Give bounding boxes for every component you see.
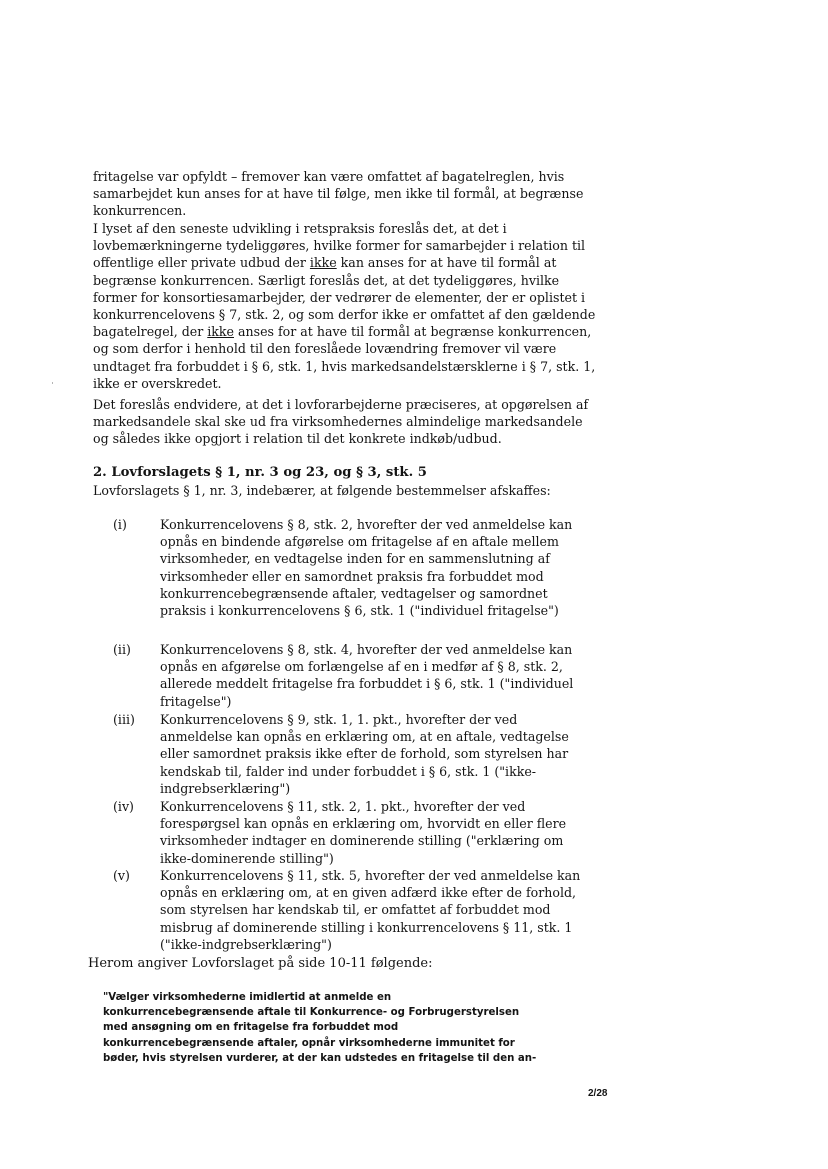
list-item-number: (iii)	[113, 712, 135, 727]
paragraph-text: I lyset af den seneste udvikling i retspraksis foreslås det, at det i lovbemærkningerne tydeliggøres, hvilke former for samarbejder i relation til offentlige eller private udbud der	[93, 221, 586, 271]
list-item-text: Konkurrencelovens § 8, stk. 4, hvorefter der ved anmeldelse kan opnås en afgørelse om forlængelse af en i medfør af § 8, stk. 2, allerede meddelt fritagelse fra forbuddet i § 6, stk. 1 ("individuel fritagelse")	[160, 642, 574, 709]
section-heading: 2. Lovforslagets § 1, nr. 3 og 23, og § 3, stk. 5	[93, 465, 427, 480]
section-intro: Lovforslagets § 1, nr. 3, indebærer, at følgende bestemmelser afskaffes:	[93, 483, 551, 498]
list-item-number: (v)	[113, 868, 130, 883]
scan-mark	[52, 382, 53, 384]
list-item-number: (i)	[113, 517, 127, 532]
list-item-number: (iv)	[113, 799, 134, 814]
list-item-text: Konkurrencelovens § 11, stk. 5, hvorefter der ved anmeldelse kan opnås en erklæring om, at en given adfærd ikke efter de forhold, som styrelsen har kendskab til, er omfattet af forbuddet mod misbrug af dominerende stilling i konkurrencelovens § 11, stk. 1 ("ikke-indgrebserklæring")	[160, 868, 581, 952]
paragraph-text: kan anses for at have til formål at begrænse konkurrencen. Særligt foreslås det, at det tydeliggøres, hvilke former for konsortiesamarbejder, der vedrører de elementer, der er oplistet i konkurrencelovens § 7, stk. 2, og som derfor ikke er omfattet af den gældende bagatelregel, der	[93, 255, 596, 340]
paragraph-text: anses for at have til formål at begrænse konkurrencen, og som derfor i henhold til den foreslåede lovændring fremover vil være undtaget fra forbuddet i § 6, stk. 1, hvis markedsandelstærsklerne i § 7, stk. 1, ikke er overskredet.	[93, 324, 596, 391]
block-quote: "Vælger virksomhederne imidlertid at anmelde en konkurrencebegrænsende aftale til Konkurrence- og Forbrugerstyrelsen med ansøgning om en fritagelse fra forbuddet mod konkurrencebegrænsende aftaler, opnår virksomhederne immunitet for bøder, hvis styrelsen vurderer, at der kan udstedes en fritagelse til den an-	[103, 992, 537, 1064]
emphasis-underline: ikke	[207, 324, 234, 340]
paragraph-retspraksis	[93, 220, 598, 392]
paragraph-markedsandele: Det foreslås endvidere, at det i lovforarbejderne præciseres, at opgørelsen af markedsandele skal ske ud fra virksomhedernes almindelige markedsandele og således ikke opgjort i relation til det konkrete indkøb/udbud.	[93, 397, 589, 447]
page-number: 2/28	[588, 1088, 608, 1099]
paragraph-bagatel: fritagelse var opfyldt – fremover kan være omfattet af bagatelreglen, hvis samarbejdet kun anses for at have til følge, men ikke til formål, at begrænse konkurrencen.	[93, 169, 584, 219]
list-item-text: Konkurrencelovens § 11, stk. 2, 1. pkt., hvorefter der ved forespørgsel kan opnås en erklæring om, hvorvidt en eller flere virksomheder indtager en dominerende stilling ("erklæring om ikke-dominerende stilling")	[160, 799, 567, 866]
emphasis-underline: ikke	[309, 255, 337, 271]
quote-intro: Herom angiver Lovforslaget på side 10-11 følgende:	[88, 956, 433, 971]
list-item-text: Konkurrencelovens § 8, stk. 2, hvorefter der ved anmeldelse kan opnås en bindende afgørelse om fritagelse af en aftale mellem virksomheder, en vedtagelse inden for en sammenslutning af virksomheder eller en samordnet praksis fra forbuddet mod konkurrencebegrænsende aftaler, vedtagelser og samordnet praksis i konkurrencelovens § 6, stk. 1 ("individuel fritagelse")	[160, 517, 573, 619]
list-item-number: (ii)	[113, 642, 131, 657]
list-item-text: Konkurrencelovens § 9, stk. 1, 1. pkt., hvorefter der ved anmeldelse kan opnås en erklæring om, at en aftale, vedtagelse eller samordnet praksis ikke efter de forhold, som styrelsen har kendskab til, falder ind under forbuddet i § 6, stk. 1 ("ikke-indgrebserklæring")	[160, 712, 569, 796]
